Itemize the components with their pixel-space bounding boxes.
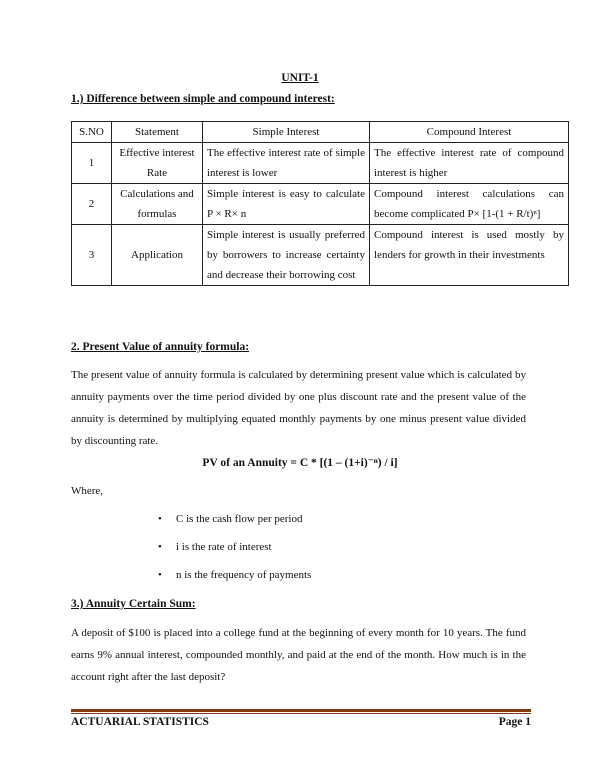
comparison-table <box>71 121 569 286</box>
footer-title: ACTUARIAL STATISTICS <box>71 716 209 728</box>
cell-compound: Compound interest is used mostly by lenders for growth in their investments <box>370 225 569 286</box>
header-sno: S.NO <box>72 122 112 143</box>
table-row <box>72 184 569 225</box>
cell-simple: The effective interest rate of simple interest is lower <box>203 143 370 184</box>
bullet-icon: • <box>158 513 162 525</box>
variable-list <box>158 509 311 593</box>
bullet-icon: • <box>158 541 162 553</box>
list-item-text: n is the frequency of payments <box>176 569 312 581</box>
table-row <box>72 225 569 286</box>
footer-divider-thin <box>71 713 531 714</box>
cell-simple: Simple interest is usually preferred by borrowers to increase certainty and decrease their borrowing cost <box>203 225 370 286</box>
table-header-row <box>72 122 569 143</box>
cell-sno: 1 <box>72 143 112 184</box>
table-row <box>72 143 569 184</box>
cell-statement: Calculations and formulas <box>112 184 203 225</box>
list-item <box>158 509 311 537</box>
header-compound-interest: Compound Interest <box>370 122 569 143</box>
annuity-formula: PV of an Annuity = C * [(1 – (1+i)⁻ⁿ) / i] <box>202 457 398 469</box>
list-item <box>158 565 311 593</box>
cell-compound: The effective interest rate of compound interest is higher <box>370 143 569 184</box>
section2-heading: 2. Present Value of annuity formula: <box>71 341 250 353</box>
cell-statement: Effective interest Rate <box>112 143 203 184</box>
section1-heading: 1.) Difference between simple and compound interest: <box>71 93 335 105</box>
cell-statement: Application <box>112 225 203 286</box>
bullet-icon: • <box>158 569 162 581</box>
where-label: Where, <box>71 485 104 497</box>
footer-divider <box>71 709 531 712</box>
section3-paragraph: A deposit of $100 is placed into a college fund at the beginning of every month for 10 years. The fund earns 9% annual interest, compounded monthly, and paid at the end of the month. How much is in the account right after the last deposit? <box>71 627 526 683</box>
section2-paragraph: The present value of annuity formula is calculated by determining present value which is calculated by annuity payments over the time period divided by one plus discount rate and the present value of the annuity is determined by multiplying equated monthly payments by one minus present value divided by discounting rate. <box>71 369 526 447</box>
cell-simple: Simple interest is easy to calculate P × R× n <box>203 184 370 225</box>
cell-compound: Compound interest calculations can become complicated P× [1-(1 + R/t)ⁿ] <box>370 184 569 225</box>
cell-sno: 2 <box>72 184 112 225</box>
list-item-text: C is the cash flow per period <box>176 513 303 525</box>
header-statement: Statement <box>112 122 203 143</box>
header-simple-interest: Simple Interest <box>203 122 370 143</box>
page-number: Page 1 <box>498 716 531 728</box>
cell-sno: 3 <box>72 225 112 286</box>
list-item <box>158 537 311 565</box>
list-item-text: i is the rate of interest <box>176 541 272 553</box>
unit-title: UNIT-1 <box>281 72 319 84</box>
section3-heading: 3.) Annuity Certain Sum: <box>71 598 196 610</box>
